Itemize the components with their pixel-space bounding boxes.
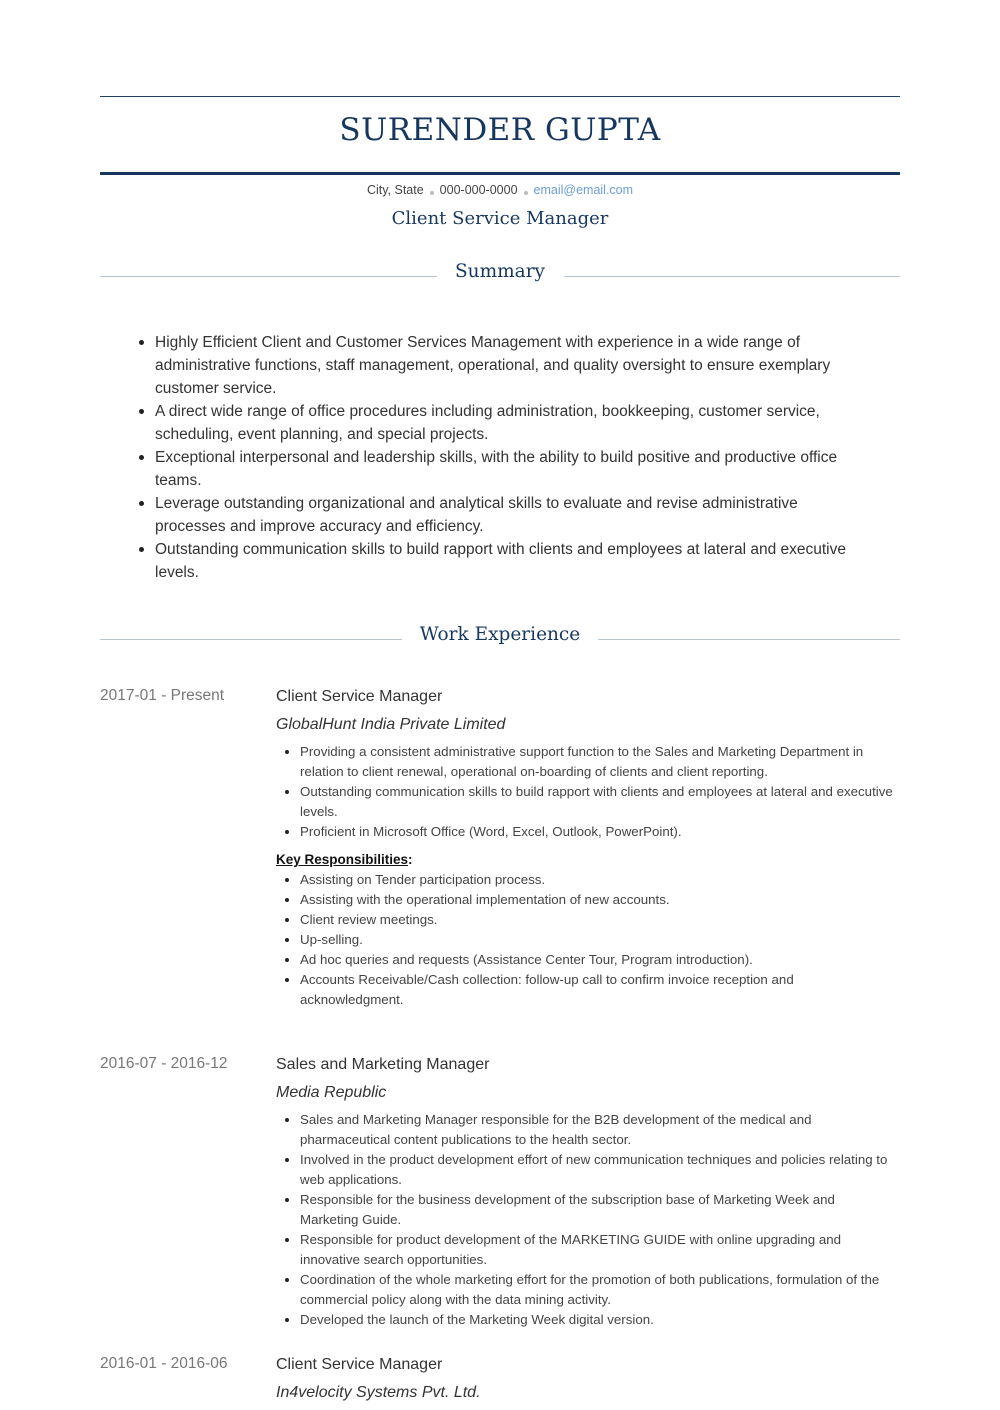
list-item: Accounts Receivable/Cash collection: follow-up call to confirm invoice reception and acknowledgment. [276, 970, 896, 1010]
key-label-text: Key Responsibilities [276, 852, 409, 867]
header-divider [100, 172, 900, 175]
list-item: Outstanding communication skills to build rapport with clients and employees at lateral and executive levels. [139, 538, 859, 584]
contact-line [100, 183, 900, 197]
list-item: Up-selling. [276, 930, 896, 950]
separator-dot [430, 191, 434, 195]
list-item: Assisting with the operational implementation of new accounts. [276, 890, 896, 910]
summary-section-heading [100, 261, 900, 291]
job-dates: 2016-01 - 2016-06 [100, 1355, 228, 1372]
phone: 000-000-0000 [439, 183, 518, 197]
job-dates: 2017-01 - Present [100, 687, 225, 704]
job-title: Sales and Marketing Manager [276, 1056, 490, 1073]
job-title: Client Service Manager [276, 1356, 443, 1373]
headline-title: Client Service Manager [391, 208, 609, 229]
job-bullets [276, 1110, 896, 1330]
summary-list [139, 331, 859, 584]
list-item: Sales and Marketing Manager responsible for the B2B development of the medical and pharmaceutical content publications to the health sector. [276, 1110, 896, 1150]
section-title: Work Experience [402, 624, 599, 645]
key-label-colon: : [408, 852, 413, 867]
key-responsibilities-list [276, 870, 896, 1010]
list-item: Providing a consistent administrative support function to the Sales and Marketing Department in relation to client renewal, operational on-boarding of clients and client reporting. [276, 742, 896, 782]
email-link[interactable]: email@email.com [533, 183, 634, 197]
separator-dot [524, 191, 528, 195]
section-title: Summary [437, 261, 563, 282]
experience-section-heading [100, 624, 900, 654]
list-item: Client review meetings. [276, 910, 896, 930]
list-item: Proficient in Microsoft Office (Word, Excel, Outlook, PowerPoint). [276, 822, 896, 842]
list-item: Responsible for product development of the MARKETING GUIDE with online upgrading and innovative search opportunities. [276, 1230, 896, 1270]
key-responsibilities-label [276, 850, 896, 870]
company-name: GlobalHunt India Private Limited [276, 716, 506, 733]
company-name: Media Republic [276, 1084, 387, 1101]
list-item: Ad hoc queries and requests (Assistance Center Tour, Program introduction). [276, 950, 896, 970]
top-divider [100, 96, 900, 97]
list-item: A direct wide range of office procedures including administration, bookkeeping, customer service, scheduling, event planning, and special projects. [139, 400, 859, 446]
list-item: Coordination of the whole marketing effort for the promotion of both publications, formulation of the commercial policy along with the data mining activity. [276, 1270, 896, 1310]
candidate-name: SURENDER GUPTA [339, 112, 661, 148]
job-title: Client Service Manager [276, 688, 443, 705]
list-item: Highly Efficient Client and Customer Services Management with experience in a wide range of administrative functions, staff management, operational, and quality oversight to ensure exemplary customer service. [139, 331, 859, 400]
list-item: Developed the launch of the Marketing Week digital version. [276, 1310, 896, 1330]
job-bullets [276, 742, 896, 842]
list-item: Responsible for the business development of the subscription base of Marketing Week and Marketing Guide. [276, 1190, 896, 1230]
company-name: In4velocity Systems Pvt. Ltd. [276, 1384, 481, 1401]
list-item: Leverage outstanding organizational and analytical skills to evaluate and revise administrative processes and improve accuracy and efficiency. [139, 492, 859, 538]
list-item: Involved in the product development effort of new communication techniques and policies relating to web applications. [276, 1150, 896, 1190]
list-item: Assisting on Tender participation process. [276, 870, 896, 890]
list-item: Outstanding communication skills to build rapport with clients and employees at lateral and executive levels. [276, 782, 896, 822]
location: City, State [366, 183, 424, 197]
list-item: Exceptional interpersonal and leadership skills, with the ability to build positive and productive office teams. [139, 446, 859, 492]
job-dates: 2016-07 - 2016-12 [100, 1055, 228, 1072]
